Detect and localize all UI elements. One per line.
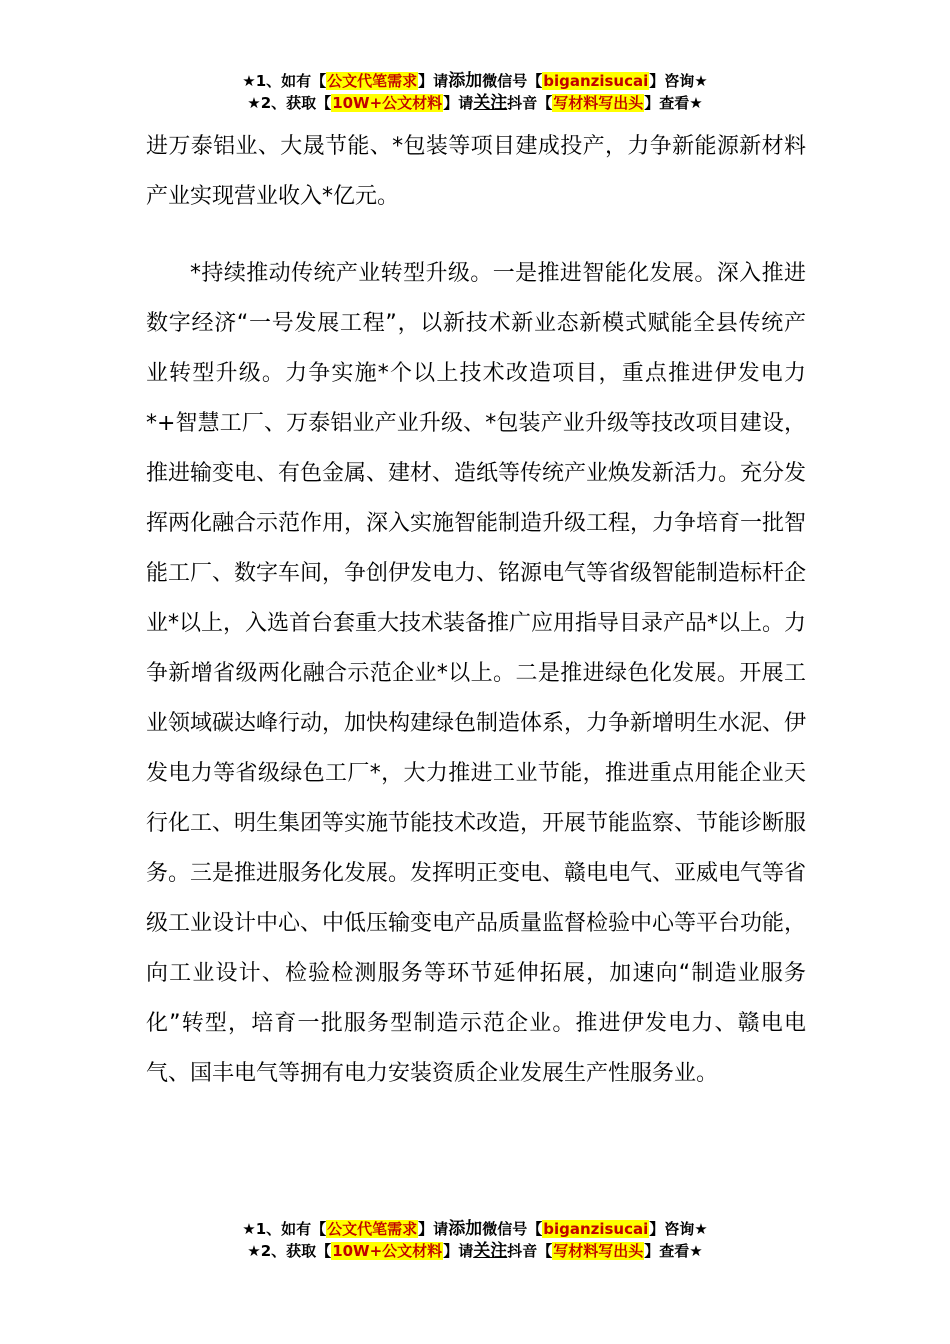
header-line-1-highlight-1: 公文代笔需求 [327,72,418,90]
header-line-2-mid: 】请 [443,94,474,112]
body-paragraph-1 [146,122,806,222]
header-line-2 [0,92,950,114]
footer-line-1 [0,1218,950,1240]
footer-line-2-mid: 】请 [443,1242,474,1260]
header-line-1-mid: 】请 [418,72,449,90]
footer-line-1-mid: 】请 [418,1220,449,1238]
footer-line-1-highlight-1: 公文代笔需求 [327,1220,418,1238]
body-paragraph-2 [146,249,806,1099]
footer-line-2-highlight-1: 10W+公文材料 [332,1242,443,1260]
header-line-1-suffix: 】咨询★ [649,72,708,90]
footer-banner [0,1218,950,1262]
header-line-2-highlight-1: 10W+公文材料 [332,94,443,112]
footer-line-2-mid-2: 抖音【 [507,1242,553,1260]
header-line-2-prefix: ★2、获取【 [247,94,332,112]
footer-douyin-id: 写材料写出头 [553,1242,644,1260]
footer-line-2-prefix: ★2、获取【 [247,1242,332,1260]
paragraph-1-text: 进万泰铝业、大晟节能、*包装等项目建成投产，力争新能源新材料产业实现营业收入*亿元。 [146,134,806,209]
footer-line-2-emphasis: 关注 [473,1241,508,1261]
footer-line-2 [0,1240,950,1262]
header-banner [0,70,950,114]
header-line-1-prefix: ★1、如有【 [242,72,327,90]
header-douyin-id: 写材料写出头 [553,94,644,112]
footer-line-2-suffix: 】查看★ [644,1242,703,1260]
header-line-1-emphasis: 添加 [448,71,483,91]
header-line-2-emphasis: 关注 [473,93,508,113]
header-wechat-id: biganzisucai [543,72,649,90]
footer-line-1-emphasis: 添加 [448,1219,483,1239]
header-line-1-mid-2: 微信号【 [482,72,543,90]
footer-line-1-mid-2: 微信号【 [482,1220,543,1238]
footer-line-1-suffix: 】咨询★ [649,1220,708,1238]
footer-line-1-prefix: ★1、如有【 [242,1220,327,1238]
header-line-2-suffix: 】查看★ [644,94,703,112]
header-line-1 [0,70,950,92]
footer-wechat-id: biganzisucai [543,1220,649,1238]
paragraph-2-text: *持续推动传统产业转型升级。一是推进智能化发展。深入推进数字经济“一号发展工程”，以新技术新业态新模式赋能全县传统产业转型升级。力争实施*个以上技术改造项目，重点推进伊发电力*+智慧工厂、万泰铝业产业升级、*包装产业升级等技改项目建设，推进输变电、有色金属、建材、造纸等传统产业焕发新活力。充分发挥两化融合示范作用，深入实施智能制造升级工程，力争培育一批智能工厂、数字车间，争创伊发电力、铭源电气等省级智能制造标杆企业*以上，入选首台套重大技术装备推广应用指导目录产品*以上。力争新增省级两化融合示范企业*以上。二是推进绿色化发展。开展工业领域碳达峰行动，加快构建绿色制造体系，力争新增明生水泥、伊发电力等省级绿色工厂*，大力推进工业节能，推进重点用能企业天行化工、明生集团等实施节能技术改造，开展节能监察、节能诊断服务。三是推进服务化发展。发挥明正变电、赣电电气、亚威电气等省级工业设计中心、中低压输变电产品质量监督检验中心等平台功能，向工业设计、检验检测服务等环节延伸拓展，加速向“制造业服务化”转型，培育一批服务型制造示范企业。推进伊发电力、赣电电气、国丰电气等拥有电力安装资质企业发展生产性服务业。 [146,261,807,1086]
header-line-2-mid-2: 抖音【 [507,94,553,112]
